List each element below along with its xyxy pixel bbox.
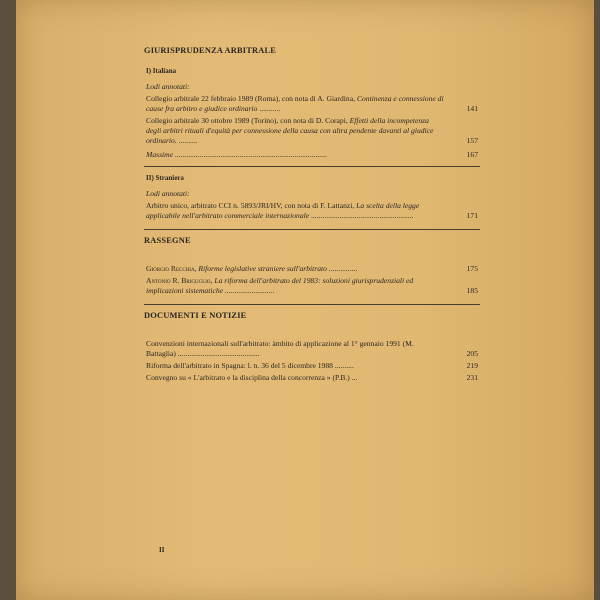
entry-title: Massime: [146, 150, 173, 159]
table-of-contents: [144, 46, 480, 385]
spacer: [144, 331, 480, 339]
subsection-heading-straniera: II) Straniera: [146, 174, 184, 182]
entry-title: La riforma dell'arbitrato del 1983: soluzioni giurisprudenziali ed implicazioni sistematiche: [146, 276, 414, 295]
leader-dots: ...............: [326, 264, 358, 273]
entry-author: Antonio R. Briguglio,: [146, 276, 213, 285]
page-number: 185: [466, 286, 478, 295]
entry-text: Collegio arbitrale 22 febbraio 1989 (Roma), con nota di A. Giardina,: [146, 94, 355, 103]
book-page: [16, 0, 594, 600]
toc-entry[interactable]: [144, 373, 480, 383]
divider: [144, 304, 480, 305]
entry-author: Giorgio Recchia,: [146, 264, 197, 273]
subsection-heading-italiana: I) Italiana: [146, 67, 177, 75]
entry-title: Continenza e connessione di cause fra arbitro e giudice ordinario: [146, 94, 444, 113]
entry-text: Riforma dell'arbitrato in Spagna: l. n. 36 del 5 dicembre 1988: [146, 361, 333, 370]
toc-entry[interactable]: [144, 276, 480, 296]
leader-dots: ..........: [332, 361, 354, 370]
toc-entry-massime[interactable]: [144, 150, 480, 160]
entry-title: Riforme legislative straniere sull'arbitrato: [198, 264, 327, 273]
entry-text: Collegio arbitrale 30 ottobre 1989 (Torino), con nota di D. Corapi,: [146, 116, 348, 125]
page-number: 141: [466, 104, 478, 113]
toc-entry[interactable]: [144, 339, 480, 359]
spacer: [144, 256, 480, 264]
lodi-annotati-label: Lodi annotati:: [146, 189, 190, 198]
page-number: 231: [466, 373, 478, 382]
entry-text: Convenzioni internazionali sull'arbitrato: àmbito di applicazione al 1° gennaio 1991 (M. Battaglia): [146, 339, 414, 358]
toc-entry[interactable]: [144, 116, 480, 146]
leader-dots: ................................................................................: [173, 150, 327, 159]
page-number: 205: [466, 349, 478, 358]
entry-title: Effetti della incompetenza degli arbitri rituali d'equità per connessione della causa con altra pendente davanti al giudice ordinario.: [146, 116, 434, 145]
leader-dots: ...........................................: [175, 349, 260, 358]
toc-entry[interactable]: [144, 201, 480, 221]
lodi-annotati-label: Lodi annotati:: [146, 82, 190, 91]
toc-entry[interactable]: [144, 94, 480, 114]
divider: [144, 229, 480, 230]
entry-text: Arbitro unico, arbitrato CCI n. 5893/JRI/HV, con nota di F. Lattanzi,: [146, 201, 355, 210]
section-title-rassegne: RASSEGNE: [144, 236, 191, 245]
toc-entry[interactable]: [144, 264, 480, 274]
section-title-documenti: DOCUMENTI E NOTIZIE: [144, 311, 247, 320]
section-title-giurisprudenza: GIURISPRUDENZA ARBITRALE: [144, 46, 277, 55]
page-folio: II: [159, 546, 165, 554]
leader-dots: ..........................: [222, 286, 275, 295]
page-number: 171: [466, 211, 478, 220]
entry-text: Convegno su « L'arbitrato e la disciplina della concorrenza » (P.B.): [146, 373, 350, 382]
page-number: 167: [466, 150, 478, 159]
page-number: 157: [466, 136, 478, 145]
page-number: 219: [466, 361, 478, 370]
leader-dots: ...: [349, 373, 358, 382]
leader-dots: ......................................................: [309, 211, 414, 220]
leader-dots: ..........: [176, 136, 198, 145]
entry-title: La scelta della legge applicabile nell'arbitrato commerciale internazionale: [146, 201, 420, 220]
leader-dots: ...........: [257, 104, 281, 113]
toc-entry[interactable]: [144, 361, 480, 371]
page-number: 175: [466, 264, 478, 273]
divider: [144, 166, 480, 167]
